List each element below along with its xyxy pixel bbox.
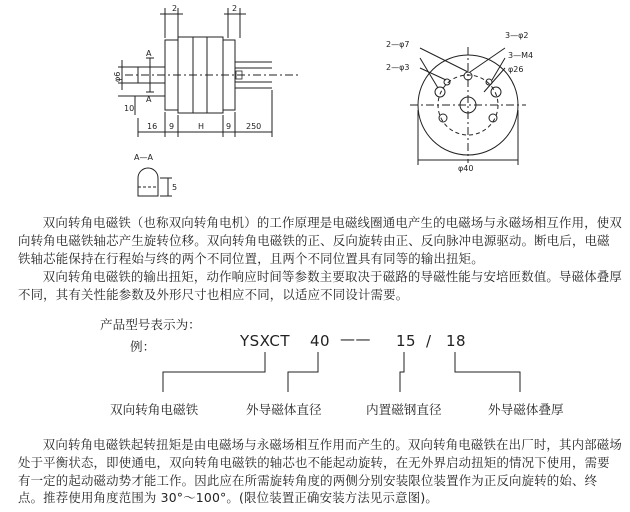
- top-dim-2: 2: [232, 4, 238, 13]
- section-title: A—A: [134, 153, 153, 162]
- label-phi26: φ26: [508, 65, 524, 74]
- label-thickness: 外导磁体叠厚: [488, 402, 564, 417]
- paragraph-principle: 双向转角电磁铁（也称双向转角电机）的工作原理是电磁线圈通电产生的电磁场与永磁场相互作用，使双向转角电磁铁轴芯产生旋转位移。双向转角电磁铁的正、反向旋转由正、反向脉冲电源驱动。断电后，电磁铁轴芯能保持在行程始与终的两个不同位置，且两个不同位置具有同等的输出扭矩。: [18, 215, 622, 266]
- section-mark-top: A: [146, 49, 152, 58]
- left-dim-10: 10: [124, 104, 135, 113]
- label-inner-dia: 内置磁钢直径: [366, 402, 442, 417]
- top-dim-1: 2: [172, 4, 178, 13]
- label-phi40: φ40: [458, 164, 474, 173]
- shaft-dia: φ6: [113, 71, 122, 82]
- section-mark-bottom: A: [146, 95, 152, 104]
- model-outer-dia: 40: [310, 332, 331, 350]
- model-inner-dia: 15: [396, 332, 417, 350]
- paragraph-parameters: 双向转角电磁铁的输出扭矩，动作响应时间等参数主要取决于磁路的导磁性能与安培匝数值。导磁体叠厚不同，其有关性能参数及外形尺寸也相应不同，以适应不同设计需要。: [18, 269, 622, 302]
- bottom-dim-16: 16: [147, 122, 158, 131]
- model-prefix: YSXCT: [240, 332, 291, 350]
- label-3-phi2: 3—φ2: [505, 31, 529, 40]
- bottom-dim-250: 250: [246, 122, 262, 131]
- bottom-dim-9a: 9: [169, 122, 175, 131]
- label-2-phi3: 2—φ3: [386, 63, 410, 72]
- label-3-m4: 3—M4: [508, 51, 534, 60]
- model-dash: ——: [340, 330, 371, 348]
- paragraph-starting-torque: 双向转角电磁铁起转扭矩是由电磁场与永磁场相互作用而产生的。双向转角电磁铁在出厂时，其内部磁场处于平衡状态，即使通电，双向转角电磁铁的轴芯也不能起动旋转，在无外界启动扭矩的情况下使用，需要有一定的起动磁动势才能工作。因此应在所需旋转角度的两侧分别安装限位装置作为正反向旋转的始、终点。推荐使用角度范围为 30°～100°。(限位装置正确安装方法见示意图)。: [18, 437, 622, 506]
- model-intro: 产品型号表示为：: [100, 317, 201, 332]
- model-example-label: 例：: [130, 339, 156, 354]
- bottom-dim-9b: 9: [226, 122, 232, 131]
- label-prefix: 双向转角电磁铁: [110, 402, 199, 417]
- model-slash: /: [426, 332, 432, 350]
- bottom-dim-h: H: [198, 122, 205, 131]
- model-thickness: 18: [446, 332, 467, 350]
- section-dim: 5: [172, 183, 178, 192]
- label-2-phi7: 2—φ7: [386, 40, 410, 49]
- label-outer-dia: 外导磁体直径: [246, 402, 322, 417]
